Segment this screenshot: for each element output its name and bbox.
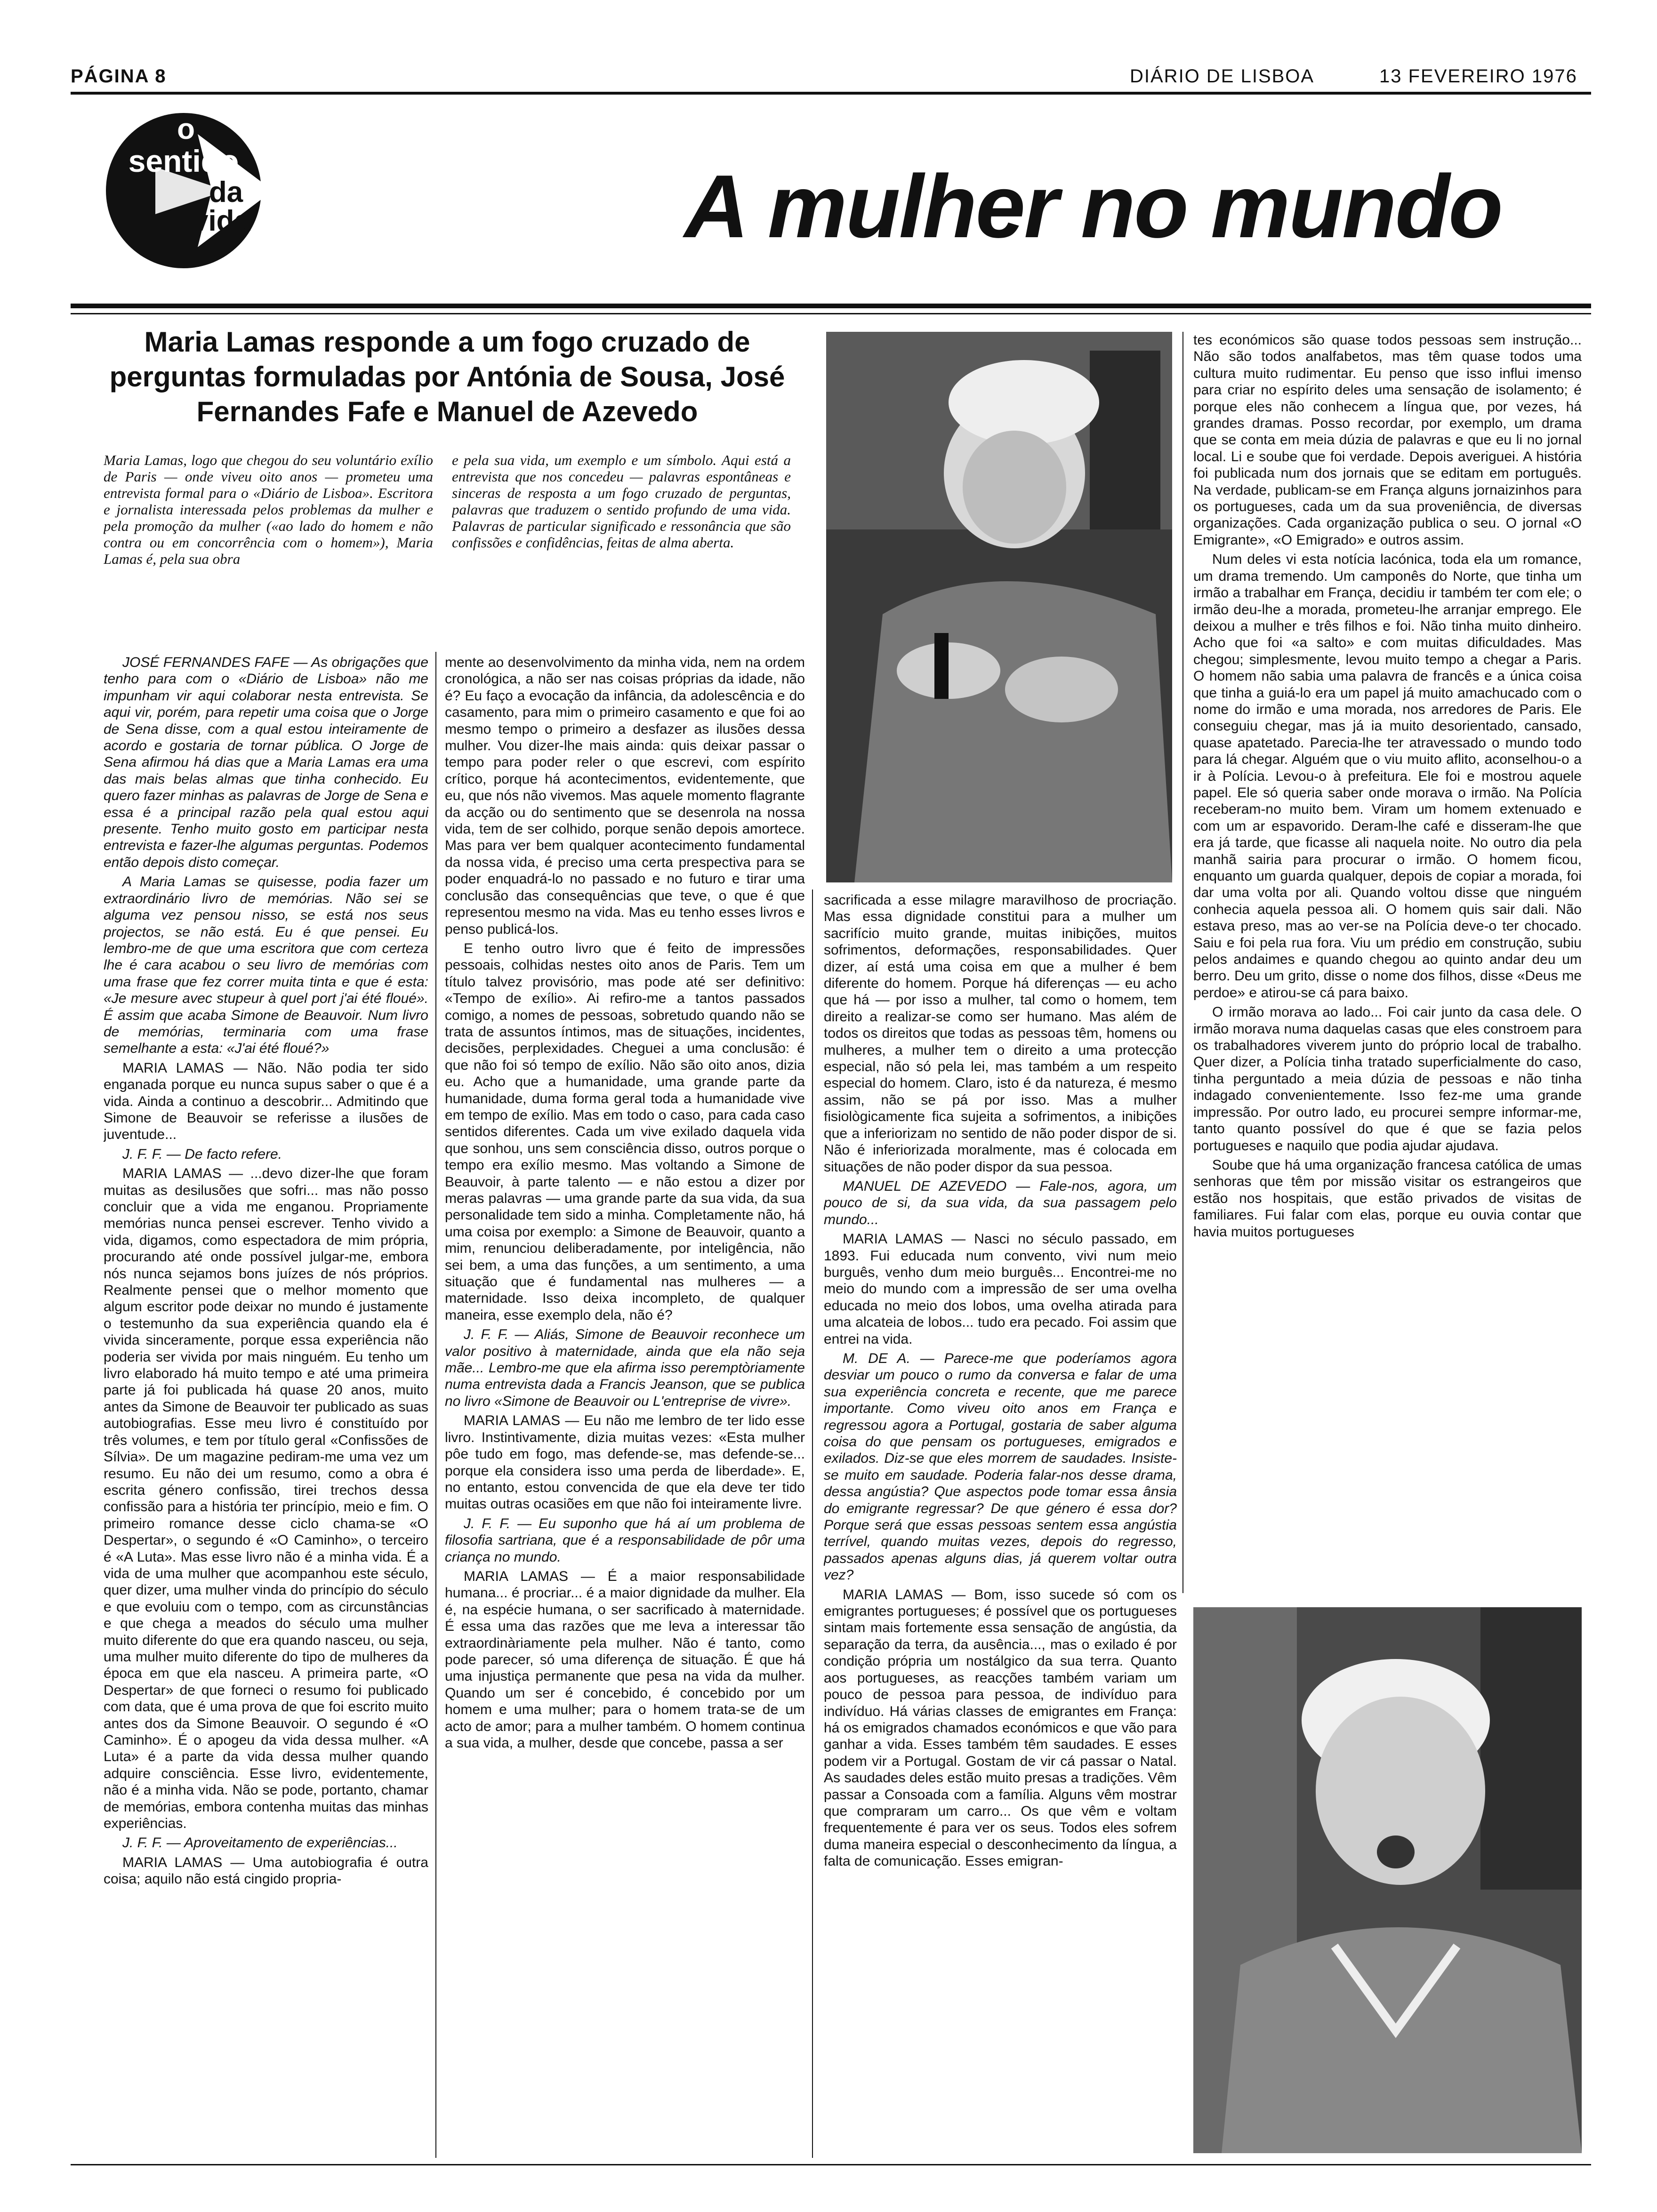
logo-line4: vida	[192, 205, 251, 237]
article-column-3	[824, 892, 1177, 2156]
article-column-4	[1193, 332, 1582, 1593]
paragraph: MANUEL DE AZEVEDO — Fale-nos, agora, um pouco de si, da sua vida, da sua passagem pelo mundo...	[824, 1178, 1177, 1227]
page-label: PÁGINA 8	[71, 66, 167, 87]
paragraph: J. F. F. — De facto refere.	[122, 1146, 282, 1162]
paragraph: E tenho outro livro que é feito de impressões pessoais, colhidas nestes oito anos de Paris. Tem um título talvez provisório, mas pode até ser definitivo: «Tempo de exílio». Ai refiro-me a tantos passados comigo, a nomes de pessoas, sobretudo quando não se trata de assuntos íntimos, mas de situações, incidentes, decisões, perplexidades. Cheguei a uma conclusão: é que não foi só tempo de exílio. Não são oito anos, dizia eu. Acho que a humanidade, uma grande parte da humanidade, duma forma geral toda a humanidade vive em tempo de exílio. Mas em todo o caso, para cada caso sentidos diferentes. Cada um vive exilado daquela vida que sonhou, uns sem consciência disso, outros porque o tempo era exílio mesmo. Mas voltando a Simone de Beauvoir, à parte talento — e não estou a dizer por meras palavras — uma grande parte da sua vida, da sua personalidade tem sido a minha. Completamente não, há uma coisa por exemplo: a Simone de Beauvoir, quanto a mim, renunciou deliberadamente, por inteligência, não sei bem, a uma das funções, a um sentimento, a uma situação que é fundamental nas mulheres — a maternidade. Isso deixa incompleto, de qualquer maneira, esse exemplo dela, não é?	[445, 940, 805, 1323]
paragraph: MARIA LAMAS — ...devo dizer-lhe que foram muitas as desilusões que sofri... mas não posso concluir que a vida me enganou. Propriamente memórias nunca pensei escrever. Tenho vivido a vida, digamos, como espectadora de mim própria, procurando até onde possível julgar-me, embora nós nunca sejamos bons juízes de nós próprios. Realmente pensei que o melhor momento que algum escritor pode deixar no mundo é justamente o testemunho da sua experiência quando ela é vivida sinceramente, porque essa experiência não poderia ser vivida por mais ninguém. Eu tenho um livro elaborado há muito tempo e até uma primeira parte já foi publicada há quase 20 anos, muito antes da Simone de Beauvoir ter publicado as suas autobiografias. Esse meu livro é constituído por três volumes, e tem por título geral «Confissões de Sílvia». De um magazine pediram-me uma vez um resumo. Eu não dei um resumo, como a obra é escrita género confissão, tirei trechos dessa confissão para a história ter princípio, meio e fim. O primeiro romance desse ciclo chama-se «O Despertar», o segundo é «O Caminho», o terceiro é «A Luta». Mas esse livro não é a minha vida. É a vida de uma mulher que acompanhou este século, quer dizer, uma mulher vinda do princípio do século e que evoluiu com o tempo, com as circunstâncias e que chega a meados do século uma mulher muito diferente do que era quando nasceu, ou seja, uma mulher muito diferente do tipo de mulheres da época em que ela nasceu. A primeira parte, «O Despertar» de que forneci o resumo foi publicado com data, que é uma prova de que foi escrito muito antes dos da Simone Beauvoir. O segundo é «O Caminho». É o apogeu da vida dessa mulher. «A Luta» é a parte da vida dessa mulher quando adquire consciência. Esse livro, evidentemente, não é a minha vida. Não se pode, portanto, chamar de memórias, embora contenha muitas das minhas experiências.	[104, 1166, 428, 1832]
intro-right: e pela sua vida, um exemplo e um símbolo. Aqui está a entrevista que nos concedeu — palavras espontâneas e sinceras de resposta a um fogo cruzado de perguntas, palavras que traduzem o sentido profundo de uma vida. Palavras de particular significado e ressonância que são confissões e confidências, feitas de alma aberta.	[452, 452, 791, 551]
column-rule-2	[812, 890, 813, 2158]
column-rule-3	[1182, 332, 1183, 1593]
portrait-photo-top	[826, 332, 1172, 882]
paragraph: J. F. F. — Aliás, Simone de Beauvoir reconhece um valor positivo à maternidade, ainda que ela não seja mãe... Lembro-me que ela afirma isso peremptòriamente numa entrevista dada a Francis Jeanson, que se publica no livro «Simone de Beauvoir ou L'entreprise de vivre».	[445, 1327, 805, 1409]
logo-line2: sentido	[128, 144, 239, 178]
intro-left: Maria Lamas, logo que chegou do seu voluntário exílio de Paris — onde viveu oito anos — prometeu uma entrevista formal para o «Diário de Lisboa». Escritora e jornalista interessada pelos problemas da mulher e pela promoção da mulher («ao lado do homem e não contra ou em concorrência com o homem»), Maria Lamas é, pela sua obra	[104, 452, 433, 567]
top-rule	[71, 92, 1591, 95]
paragraph: Num deles vi esta notícia lacónica, toda ela um romance, um drama tremendo. Um camponês do Norte, que tinha um irmão a trabalhar em França, decidiu ir também ter com ele; o irmão deu-lhe a morada, prometeu-lhe arranjar emprego. Ele deixou a mulher e três filhos e foi. Não tinha muito dinheiro. Acho que foi «a salto» e com muitas dificuldades. Mas chegou; simplesmente, levou muito tempo a chegar a Paris. O homem não sabia uma palavra de francês e a única coisa que tinha a guiá-lo era um papel já muito amachucado com o nome do irmão e uma morada, nos arredores de Paris. Ele conseguiu chegar, mas já ia muito desorientado, cansado, quase apatetado. Parecia-lhe ter atravessado o mundo todo para lá chegar. Alguém que o viu muito aflito, aconselhou-o a ir à Polícia. Levou-o à prefeitura. Ele foi e mostrou aquele papel. Ele só queria saber onde morava o irmão. Na Polícia receberam-no muito bem. Viram um homem extenuado e com um ar espavorido. Deram-lhe café e disseram-lhe que era já tarde, que ficasse ali naquela noite. No outro dia pela manhã sairia para procurar o irmão. O homem ficou, enquanto um guarda qualquer, depois de copiar a morada, foi dar uma volta por ali. Quando voltou disse que ninguém conhecia aquela pessoa ali. O homem quis sair dali. Não estava preso, mas ao ver-se na Polícia deve-o ter chocado. Saiu e foi pela rua fora. Viu um prédio em construção, subiu pelos andaimes e quando chegou ao quinto andar deu um berro. Deu um grito, disse o nome dos filhos, disse «Deus me perdoe» e atirou-se cá para baixo.	[1193, 552, 1582, 1001]
paragraph: MARIA LAMAS — É a maior responsabilidade humana... é procriar... é a maior dignidade da mulher. Ela é, na espécie humana, o ser sacrificado à maternidade. É essa uma das razões que me leva a interessar tão extraordinàriamente pela mulher. Não é tanto, como pode parecer, só uma diferença de situação. É que há uma injustiça permanente que pesa na vida da mulher. Quando um ser é concebido, é concebido por um homem e uma mulher; para o homem trata-se de um acto de amor; para a mulher também. O homem continua a sua vida, a mulher, desde que concebe, passa a ser	[445, 1568, 805, 1751]
portrait-photo-top-image	[826, 332, 1172, 882]
section-logo	[85, 101, 311, 275]
portrait-photo-bottom	[1193, 1607, 1582, 2153]
paragraph: A Maria Lamas se quisesse, podia fazer um extraordinário livro de memórias. Não sei se alguma vez pensou nisso, se está nos seus projectos, se não está. Eu é que pensei. Eu lembro-me de que uma escritora que com certeza lhe é cara acabou o seu livro de memórias com uma frase que fez correr muita tinta e que é esta: «Je mesure avec stupeur à quel port j'ai été floué». É assim que acaba Simone de Beauvoir. Num livro de memórias, terminaria com uma frase semelhante a esta: «J'ai été floué?»	[104, 874, 428, 1057]
paragraph: MARIA LAMAS — Uma autobiografia é outra coisa; aquilo não está cingido propria-	[104, 1854, 428, 1887]
column-rule-1	[435, 652, 436, 2158]
paragraph: M. DE A. — Parece-me que poderíamos agora desviar um pouco o rumo da conversa e falar de uma sua experiência concreta e recente, que me parece importante. Como viveu oito anos em França e regressou agora a Portugal, gostaria de saber alguma coisa do que pensam os portugueses, emigrados e exilados. Diz-se que eles morrem de saudades. Insiste-se muito em saudade. Poderia falar-nos desse drama, dessa angústia? Que aspectos pode tomar essa ânsia do emigrante regressar? De que género é essa dor? Porque será que essas pessoas sentem essa angústia terrível, quando muitas vezes, depois do regresso, passados apenas alguns dias, já querem voltar outra vez?	[824, 1350, 1177, 1583]
subheadline: Maria Lamas responde a um fogo cruzado de perguntas formuladas por Antónia de Sousa, José Fernandes Fafe e Manuel de Azevedo	[109, 326, 785, 427]
headline-rule-thick	[71, 304, 1591, 308]
paragraph: MARIA LAMAS — Não. Não podia ter sido enganada porque eu nunca supus saber o que é a vida. Ainda a continuo a descobrir... Admitindo que Simone de Beauvoir se referisse a ilusões de juventude...	[104, 1060, 428, 1143]
article-column-2	[445, 654, 805, 2156]
paragraph: J. F. F. — Eu suponho que há aí um problema de filosofia sartriana, que é a responsabilidade de pôr uma criança no mundo.	[445, 1515, 805, 1565]
headline-rule-thin	[71, 313, 1591, 314]
paragraph: Soube que há uma organização francesa católica de umas senhoras que têm por missão visitar os estrangeiros que estão nos hospitais, que estão privados de visitas de familiares. Fui falar com elas, porque eu ouvia contar que havia muitos portugueses	[1193, 1157, 1582, 1240]
issue-date: 13 FEVEREIRO 1976	[1379, 66, 1577, 87]
paragraph: MARIA LAMAS — Eu não me lembro de ter lido esse livro. Instintivamente, dizia muitas vezes: «Esta mulher pôe tudo em fogo, mas defende-se, mas defende-se... porque ela considera isso uma perda de liberdade». E, no entanto, estou convencida de que ela deve ter tido muitas outras ocasiões em que não foi inteiramente livre.	[445, 1413, 805, 1512]
logo-line3: da	[209, 176, 243, 208]
article-column-1	[104, 654, 428, 2156]
paragraph: J. F. F. — Aproveitamento de experiências...	[122, 1835, 398, 1851]
paragraph: mente ao desenvolvimento da minha vida, nem na ordem cronológica, a não ser nas coisas próprias da idade, não é? Eu faço a evocação da infância, da adolescência e do casamento, para mim o primeiro casamento e que foi ao mesmo tempo o primeiro a desfazer as ilusões dessa mulher. Vou dizer-lhe mais ainda: quis deixar passar o tempo para poder reler o que escrevi, com espírito crítico, porque há acontecimentos, evidentemente, que eu, que nós não vivemos. Mas aquele momento flagrante da acção ou do sentimento que se desenrola na nossa vida, tem de ser colhido, porque senão depois amortece. Mas para ver bem qualquer acontecimento fundamental da nossa vida, é preciso uma certa prespectiva para se poder enquadrá-lo no passado e no futuro e tirar uma conclusão das consequências que teve, o que é que representou mesmo na vida. Mas eu tenho esses livros e penso publicá-los.	[445, 655, 805, 937]
portrait-photo-bottom-image	[1193, 1607, 1582, 2153]
paragraph: O irmão morava ao lado... Foi cair junto da casa dele. O irmão morava numa daquelas casas que eles constroem para os trabalhadores viverem junto do próprio local de trabalho. Quer dizer, a Polícia tinha tratado superficialmente do caso, tinha perguntado a meia dúzia de pessoas e não tinha indagado convenientemente. Isso fez-me uma grande impressão. Por outro lado, eu procurei sempre informar-me, tanto quanto possível do que é que se fazia pelos portugueses e naquilo que podia ajudar ajudava.	[1193, 1004, 1582, 1154]
section-logo-graphic	[85, 101, 311, 275]
paragraph: sacrificada a esse milagre maravilhoso de procriação. Mas essa dignidade constitui para a mulher um sacrifício muito grande, muitas inibições, muitos sofrimentos, deformações, responsabilidades. Quer dizer, aí está uma coisa em que a mulher é bem diferente do homem. Porque há diferenças — eu acho que há — por isso a mulher, tal como o homem, tem direito a realizar-se como ser humano. Mas além de todos os direitos que todas as pessoas têm, homens ou mulheres, a mulher tem o direito a uma protecção especial, não só pela lei, mas também a um respeito especial do homem. Claro, isto é da natureza, é mesmo assim, não se pá por isso. Mas a mulher fisiològicamente fica sujeita a sofrimentos, a inibições que a inferiorizam no sentido de não poder dispor de si. Não é inferiorizada moralmente, mas é colocada em situações de não poder dispor da sua pessoa.	[824, 892, 1177, 1175]
newspaper-name: DIÁRIO DE LISBOA	[1130, 66, 1315, 87]
bottom-rule	[71, 2164, 1591, 2165]
paragraph: JOSÉ FERNANDES FAFE — As obrigações que tenho para com o «Diário de Lisboa» não me impunham vir aqui colaborar nesta entrevista. Se aqui vir, porém, para repetir uma coisa que o Jorge de Sena disse, com a qual estou inteiramente de acordo e gostaria de tornar pública. O Jorge de Sena afirmou há dias que a Maria Lamas era uma das mais belas almas que tinha conhecido. Eu quero fazer minhas as palavras de Jorge de Sena e essa é a principal razão pela qual estou aqui presente. Tenho muito gosto em participar nesta entrevista e fazer-lhe algumas perguntas. Podemos então depois disto começar.	[104, 655, 428, 870]
paragraph: MARIA LAMAS — Bom, isso sucede só com os emigrantes portugueses; é possível que os portugueses sintam mais fortemente essa sensação de angústia, da separação da terra, da ausência..., mas o exilado é por condição própria um nostálgico da sua terra. Quanto aos portugueses, as reacções também variam um pouco de pessoa para pessoa, de indivíduo para indivíduo. Há várias classes de emigrantes em França: há os emigrados chamados económicos e que vão para ganhar a vida. Esses também têm saudades. E esses podem vir a Portugal. Gostam de vir cá passar o Natal. As saudades deles estão muito presas a tradições. Vêm passar a Consoada com a família. Alguns vêm mostrar que compraram um carro... Os que vêm e voltam frequentemente é para ver os seus. Todos eles sofrem duma maneira especial o desconhecimento da língua, a falta de comunicação. Esses emigran-	[824, 1587, 1177, 1869]
paragraph: tes económicos são quase todos pessoas sem instrução... Não são todos analfabetos, mas têm quase todos uma cultura muito rudimentar. Eu penso que isso influi imenso para criar no espírito deles uma sensação de isolamento; é porque eles não conhecem a língua que, por vezes, há grandes dramas. Posso recordar, por exemplo, um drama que se conta em meia dúzia de palavras e que eu li no jornal local. Li e soube que foi verdade. Depois averiguei. A história foi publicada num dos jornais que se editam em português. Na verdade, publicam-se em França alguns jornaizinhos para os portugueses, cada um da sua proveniência, de diversas organizações. Cada organização publica o seu. O jornal «O Emigrante», «O Emigrado» e outros assim.	[1193, 332, 1582, 548]
headline: A mulher no mundo	[684, 157, 1502, 256]
logo-line1: o	[177, 113, 195, 145]
paragraph: MARIA LAMAS — Nasci no século passado, em 1893. Fui educada num convento, vivi num meio burguês, venho dum meio burguês... Encontrei-me no meio do mundo com a impressão de ser uma ovelha educada no meio dos lobos, uma ovelha atirada para uma alcateia de lobos... tudo era pecado. Foi assim que entrei na vida.	[824, 1231, 1177, 1347]
